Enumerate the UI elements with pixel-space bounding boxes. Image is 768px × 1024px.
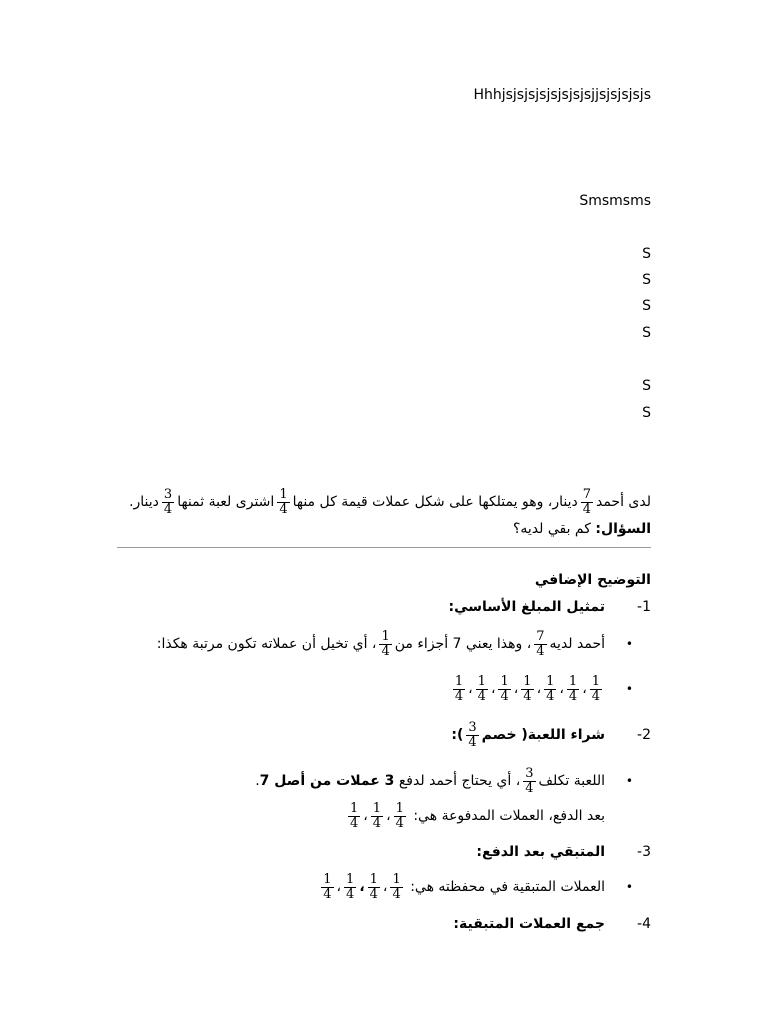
paid-fraction-3: $\frac{1}{4}$ <box>349 800 359 831</box>
question-label: السؤال: <box>595 521 651 537</box>
section-4-heading <box>117 909 651 939</box>
remaining-fraction-2: $\frac{1}{4}$ <box>369 871 378 902</box>
problem-part-1: لدى أحمد <box>595 494 651 510</box>
bullet-icon: • <box>625 774 633 788</box>
section-4-title: جمع العملات المتبقية: <box>453 916 605 932</box>
bullet-icon: • <box>625 880 633 894</box>
question-line <box>513 520 651 538</box>
s-line-1: S <box>642 246 651 262</box>
s-line-2: S <box>642 272 651 288</box>
coin-fraction-4: $\frac{1}{4}$ <box>523 673 532 704</box>
section-3-number: -3 <box>637 844 651 860</box>
section-2-bullet-1-text: اللعبة تكلف $\frac{3}{4}$ ، أي يحتاج أحمد لدفع 3 عملات من أصل 7 . <box>255 765 605 796</box>
remaining-fraction-3: $\frac{1}{4}$ <box>346 871 355 902</box>
coin-fraction-6: $\frac{1}{4}$ <box>477 673 486 704</box>
fraction-one-quarter: $\frac{1}{4}$ <box>279 486 288 517</box>
section-1-heading <box>117 592 651 622</box>
seven-quarter-coins: $\frac{1}{4}$ ، $\frac{1}{4}$ ، $\frac{1}{4}$ ، $\frac{1}{4}$ ، $\frac{1}{4}$ ، $\frac{1}{4}$ ، $\frac{1}{4}$ <box>454 673 600 704</box>
fraction-three-quarters: $\frac{3}{4}$ <box>525 765 534 796</box>
question-text: كم بقي لديه؟ <box>512 521 591 537</box>
problem-part-4: دينار. <box>129 494 159 510</box>
fraction-three-quarters: $\frac{3}{4}$ <box>468 719 477 750</box>
section-4-number: -4 <box>637 916 651 932</box>
bullet-icon: • <box>625 637 633 651</box>
section-2-paid-coins <box>117 798 651 834</box>
coin-fraction-7: $\frac{1}{4}$ <box>454 673 464 704</box>
text-line-2: Smsmsms <box>579 193 651 209</box>
section-2-paid-coins-text: بعد الدفع، العملات المدفوعة هي: $\frac{1}{4}$ ، $\frac{1}{4}$ ، $\frac{1}{4}$ <box>349 800 605 831</box>
fraction-three-quarters: $\frac{3}{4}$ <box>163 486 173 517</box>
coin-fraction-2: $\frac{1}{4}$ <box>568 673 578 704</box>
coin-fraction-3: $\frac{1}{4}$ <box>546 673 555 704</box>
problem-part-3: اشترى لعبة ثمنها <box>177 494 275 510</box>
remaining-fraction-4: $\frac{1}{4}$ <box>323 871 332 902</box>
paid-fraction-1: $\frac{1}{4}$ <box>395 800 404 831</box>
section-2-number: -2 <box>637 727 651 743</box>
s-line-4: S <box>642 325 651 341</box>
s-line-6: S <box>642 405 651 421</box>
text-line-1: Hhhjsjsjsjsjsjsjsjsjjsjsjsjsjs <box>473 87 651 103</box>
coin-fraction-5: $\frac{1}{4}$ <box>500 673 509 704</box>
s-line-5: S <box>642 378 651 394</box>
section-1-title: تمثيل المبلغ الأساسي: <box>448 599 605 615</box>
problem-statement <box>129 484 651 520</box>
section-3-bullet-1 <box>117 869 651 905</box>
section-1-number: -1 <box>637 599 651 615</box>
remaining-fraction-1: $\frac{1}{4}$ <box>392 871 401 902</box>
section-1-bullet-1-text: أحمد لديه $\frac{7}{4}$ ، وهذا يعني 7 أجزاء من $\frac{1}{4}$ ، أي تخيل أن عملاته تكون مرتبة هكذا: <box>156 628 605 659</box>
fraction-one-quarter: $\frac{1}{4}$ <box>381 628 390 659</box>
section-2-title: شراء اللعبة( خصم $\frac{3}{4}$ ): <box>451 719 605 750</box>
paid-fraction-2: $\frac{1}{4}$ <box>372 800 382 831</box>
section-3-remaining-coins-text: العملات المتبقية في محفظته هي: $\frac{1}{4}$ ، $\frac{1}{4}$ ، $\frac{1}{4}$ ، $\frac{1}{4}$ <box>323 871 605 902</box>
bullet-icon: • <box>625 682 633 696</box>
explanation-title: التوضيح الإضافي <box>534 572 651 588</box>
section-3-title: المتبقي بعد الدفع: <box>476 844 605 860</box>
section-3-heading <box>117 837 651 867</box>
s-line-3: S <box>642 298 651 314</box>
fraction-seven-quarters: $\frac{7}{4}$ <box>536 628 545 659</box>
problem-part-2: دينار، وهو يمتلكها على شكل عملات قيمة كل منها <box>292 494 578 510</box>
horizontal-rule <box>117 547 651 548</box>
section-1-bullet-2 <box>117 671 651 707</box>
section-2-bullet-1 <box>117 763 651 799</box>
section-2-heading <box>117 717 651 753</box>
coin-fraction-1: $\frac{1}{4}$ <box>591 673 600 704</box>
section-1-bullet-1 <box>117 626 651 662</box>
fraction-seven-quarters: $\frac{7}{4}$ <box>582 486 591 517</box>
